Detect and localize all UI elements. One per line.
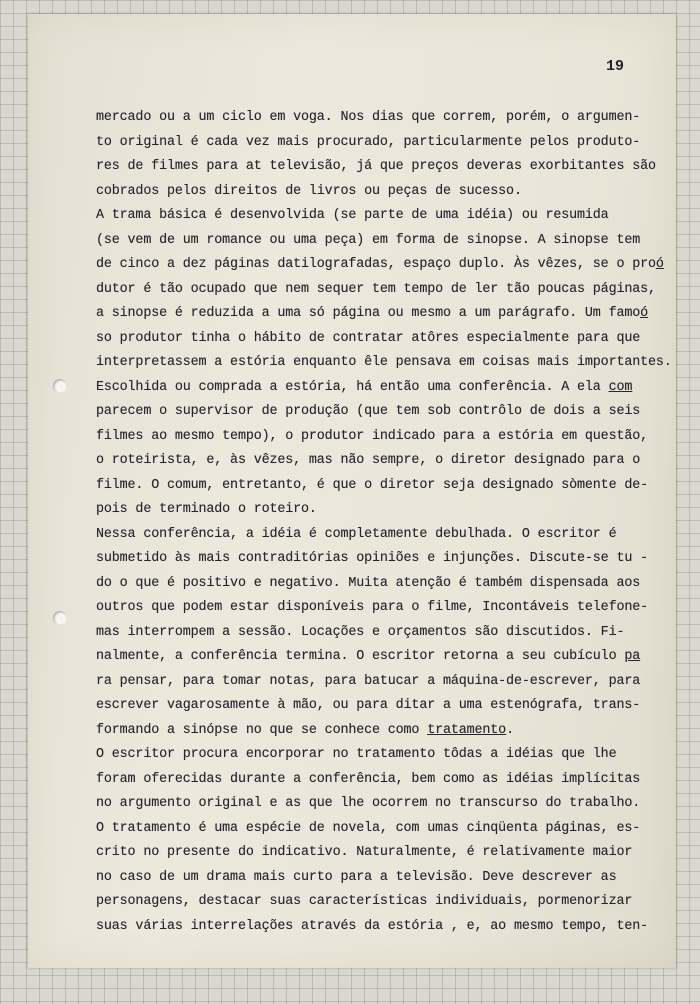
line-text: interpretassem a estória enquanto êle pensava em coisas mais importantes. bbox=[96, 355, 672, 370]
underlined-text: ó bbox=[640, 306, 649, 321]
line-text: submetido às mais contraditórias opiniões e injunções. Discute-se tu - bbox=[96, 551, 648, 566]
line-text: Nessa conferência, a idéia é completamente debulhada. O escritor é bbox=[96, 526, 617, 542]
text-line bbox=[96, 841, 656, 866]
text-line bbox=[96, 817, 656, 842]
text-line bbox=[96, 425, 656, 450]
line-text: O escritor procura encorporar no tratamento tôdas a idéias que lhe bbox=[96, 747, 617, 762]
text-line bbox=[96, 155, 656, 180]
line-text: ra pensar, para tomar notas, para batucar a máquina-de-escrever, para bbox=[96, 673, 641, 689]
line-text: de cinco a dez páginas datilografadas, espaço duplo. Às vêzes, se o pro bbox=[96, 257, 656, 272]
underlined-text: com bbox=[608, 379, 633, 395]
text-line bbox=[96, 915, 656, 940]
line-text: dutor é tão ocupado que nem sequer tem tempo de ler tão poucas páginas, bbox=[96, 281, 656, 297]
text-line bbox=[96, 327, 656, 352]
line-text: no argumento original e as que lhe ocorrem no transcurso do trabalho. bbox=[96, 796, 641, 811]
text-line bbox=[96, 670, 656, 695]
line-text: do o que é positivo e negativo. Muita atenção é também dispensada aos bbox=[96, 575, 641, 591]
line-text: to original é cada vez mais procurado, particularmente pelos produto- bbox=[96, 134, 641, 150]
text-line bbox=[96, 474, 656, 499]
text-line bbox=[96, 572, 656, 597]
line-text-end: . bbox=[506, 722, 514, 738]
text-line bbox=[96, 106, 656, 131]
text-line bbox=[96, 400, 656, 425]
punch-hole bbox=[53, 379, 67, 393]
line-text: mas interrompem a sessão. Locações e orçamentos são discutidos. Fi- bbox=[96, 624, 625, 640]
text-line bbox=[96, 719, 656, 744]
line-text: mercado ou a um ciclo em voga. Nos dias que correm, porém, o argumen- bbox=[96, 110, 641, 125]
line-text: O tratamento é uma espécie de novela, com umas cinqüenta páginas, es- bbox=[96, 820, 641, 836]
underlined-text: ó bbox=[655, 257, 664, 272]
typewritten-page bbox=[28, 14, 676, 968]
line-text: A trama básica é desenvolvida (se parte de uma idéia) ou resumida bbox=[96, 208, 609, 223]
text-line bbox=[96, 890, 656, 915]
text-line bbox=[96, 596, 656, 621]
page-body-text bbox=[96, 106, 672, 939]
line-text: pois de terminado o roteiro. bbox=[96, 502, 317, 517]
line-text: escrever vagarosamente à mão, ou para ditar a uma estenógrafa, trans- bbox=[96, 698, 641, 713]
text-line bbox=[96, 180, 656, 205]
text-line bbox=[96, 743, 656, 768]
line-text: crito no presente do indicativo. Naturalmente, é relativamente maior bbox=[96, 845, 633, 860]
text-line bbox=[96, 645, 656, 670]
line-text: no caso de um drama mais curto para a televisão. Deve descrever as bbox=[96, 869, 617, 885]
underlined-text: pa bbox=[624, 649, 641, 664]
text-line bbox=[96, 866, 656, 891]
line-text: outros que podem estar disponíveis para o filme, Incontáveis telefone- bbox=[96, 600, 648, 615]
line-text: so produtor tinha o hábito de contratar atôres especialmente para que bbox=[96, 330, 641, 346]
line-text: parecem o supervisor de produção (que tem sob contrôlo de dois a seis bbox=[96, 404, 641, 419]
line-text: o roteirista, e, às vêzes, mas não sempre, o diretor designado para o bbox=[96, 453, 641, 468]
page-number: 19 bbox=[606, 58, 625, 75]
text-line bbox=[96, 498, 656, 523]
text-line bbox=[96, 351, 672, 376]
line-text: suas várias interrelações através da estória , e, ao mesmo tempo, ten- bbox=[96, 918, 648, 934]
text-line bbox=[96, 253, 664, 278]
text-line bbox=[96, 131, 656, 156]
text-line bbox=[96, 449, 656, 474]
line-text: nalmente, a conferência termina. O escritor retorna a seu cubículo bbox=[96, 649, 625, 664]
line-text: Escolhida ou comprada a estória, há então uma conferência. A ela bbox=[96, 379, 609, 395]
text-line bbox=[96, 792, 656, 817]
line-text: personagens, destacar suas características individuais, pormenorizar bbox=[96, 894, 633, 909]
line-text: foram oferecidas durante a conferência, bem como as idéias implícitas bbox=[96, 771, 641, 787]
text-line bbox=[96, 621, 656, 646]
text-line bbox=[96, 278, 656, 303]
text-line bbox=[96, 376, 656, 401]
text-line bbox=[96, 229, 656, 254]
line-text: filmes ao mesmo tempo), o produtor indicado para a estória em questão, bbox=[96, 428, 648, 444]
line-text: a sinopse é reduzida a uma só página ou mesmo a um parágrafo. Um famo bbox=[96, 306, 641, 321]
text-line bbox=[96, 302, 656, 327]
punch-hole bbox=[53, 611, 67, 625]
text-line bbox=[96, 523, 656, 548]
line-text: formando a sinópse no que se conhece como bbox=[96, 722, 428, 738]
line-text: (se vem de um romance ou uma peça) em forma de sinopse. A sinopse tem bbox=[96, 232, 641, 248]
text-line bbox=[96, 204, 656, 229]
text-line bbox=[96, 768, 656, 793]
line-text: filme. O comum, entretanto, é que o diretor seja designado sòmente de- bbox=[96, 477, 648, 493]
line-text: cobrados pelos direitos de livros ou peças de sucesso. bbox=[96, 183, 522, 199]
line-text: res de filmes para at televisão, já que preços deveras exorbitantes são bbox=[96, 159, 656, 174]
underlined-text: tratamento bbox=[427, 722, 507, 738]
text-line bbox=[96, 547, 656, 572]
text-line bbox=[96, 694, 656, 719]
